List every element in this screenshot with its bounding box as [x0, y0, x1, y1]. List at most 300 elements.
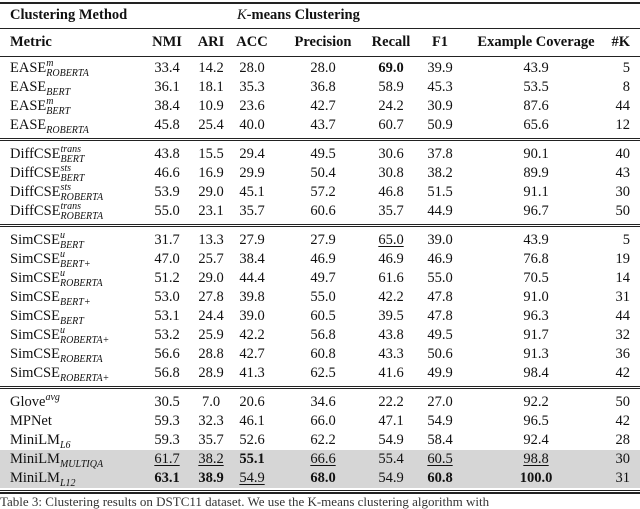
table-row — [0, 145, 640, 164]
cell-precision: 49.7 — [310, 270, 336, 286]
method-base: SimCSE — [10, 251, 60, 267]
method-superscript — [60, 469, 76, 478]
cell-ari: 25.9 — [198, 327, 224, 343]
method-subscript: BERT+ — [59, 259, 91, 269]
method-base: EASE — [10, 117, 47, 133]
method-name — [10, 431, 71, 450]
method-name — [10, 364, 109, 383]
method-base: SimCSE — [10, 365, 60, 381]
table-row — [0, 59, 640, 78]
cell-example-coverage: 76.8 — [523, 251, 549, 267]
column-header-precision: Precision — [294, 34, 352, 50]
cell-acc: 29.4 — [239, 146, 265, 162]
method-name — [10, 307, 84, 326]
method-scripts — [60, 269, 103, 288]
cell-recall: 22.2 — [378, 394, 404, 410]
cell-recall: 42.2 — [378, 289, 404, 305]
method-name — [10, 412, 52, 431]
cell-num-k: 31 — [615, 470, 630, 486]
cell-nmi: 53.9 — [154, 184, 180, 200]
column-header-acc: ACC — [236, 34, 268, 50]
method-base: SimCSE — [10, 289, 60, 305]
cell-num-k: 50 — [615, 394, 630, 410]
method-superscript — [60, 307, 84, 316]
method-base: SimCSE — [10, 346, 60, 362]
method-subscript: ROBERTA — [59, 278, 103, 288]
cell-example-coverage: 43.9 — [523, 232, 549, 248]
method-base: DiffCSE — [10, 146, 61, 162]
table-row — [0, 450, 640, 469]
cell-acc: 28.0 — [239, 60, 265, 76]
table-caption: Table 3: Clustering results on DSTC11 dataset. We use the K-means clustering algorithm with — [0, 494, 490, 509]
cell-num-k: 30 — [615, 451, 630, 467]
method-superscript — [46, 116, 89, 125]
method-subscript: BERT — [59, 316, 84, 326]
table-row — [0, 326, 640, 345]
table-row — [0, 307, 640, 326]
method-scripts — [61, 183, 104, 202]
method-scripts — [46, 97, 70, 116]
cell-f1: 47.8 — [427, 289, 453, 305]
metric-header: Metric — [10, 34, 52, 50]
method-scripts — [61, 145, 85, 164]
cell-acc: 40.0 — [239, 117, 265, 133]
method-base: MPNet — [10, 413, 52, 429]
cell-ari: 28.9 — [198, 365, 224, 381]
cell-precision: 62.5 — [310, 365, 336, 381]
kmeans-header — [237, 4, 360, 26]
method-subscript: L12 — [59, 478, 76, 488]
cell-example-coverage: 100.0 — [519, 470, 553, 486]
cell-example-coverage: 91.3 — [523, 346, 549, 362]
method-name — [10, 345, 103, 364]
cell-ari: 27.8 — [198, 289, 224, 305]
cell-ari: 38.2 — [198, 451, 224, 467]
cell-example-coverage: 70.5 — [523, 270, 549, 286]
method-name — [10, 97, 70, 116]
table-row — [0, 412, 640, 431]
cell-recall: 30.6 — [378, 146, 404, 162]
method-subscript: BERT+ — [59, 297, 91, 307]
method-subscript: MULTIQA — [59, 459, 104, 469]
cell-acc: 35.3 — [239, 79, 265, 95]
cell-f1: 38.2 — [427, 165, 453, 181]
method-superscript: m — [46, 97, 54, 107]
method-scripts — [60, 469, 76, 488]
cell-recall: 65.0 — [378, 232, 404, 248]
cell-acc: 27.9 — [239, 232, 265, 248]
cell-nmi: 61.7 — [154, 451, 180, 467]
cell-acc: 35.7 — [239, 203, 265, 219]
cell-example-coverage: 92.2 — [523, 394, 549, 410]
method-name — [10, 288, 91, 307]
cell-f1: 47.8 — [427, 308, 453, 324]
cell-recall: 55.4 — [378, 451, 404, 467]
cell-example-coverage: 90.1 — [523, 146, 549, 162]
cell-recall: 58.9 — [378, 79, 404, 95]
cell-num-k: 44 — [615, 98, 630, 114]
method-superscript: u — [59, 269, 65, 279]
cell-example-coverage: 92.4 — [523, 432, 549, 448]
cell-precision: 57.2 — [310, 184, 336, 200]
cell-f1: 37.8 — [427, 146, 453, 162]
cell-f1: 27.0 — [427, 394, 453, 410]
cell-precision: 60.5 — [310, 308, 336, 324]
method-base: MiniLM — [10, 432, 60, 448]
cell-example-coverage: 91.0 — [523, 289, 549, 305]
cell-acc: 20.6 — [239, 394, 265, 410]
method-superscript: m — [46, 59, 54, 69]
cell-nmi: 53.0 — [154, 289, 180, 305]
cell-f1: 50.6 — [427, 346, 453, 362]
cell-recall: 24.2 — [378, 98, 404, 114]
cell-acc: 54.9 — [239, 470, 265, 486]
cell-nmi: 53.1 — [154, 308, 180, 324]
method-subscript: ROBERTA — [59, 354, 103, 364]
method-name — [10, 164, 84, 183]
column-header-num-k: #K — [611, 34, 630, 50]
method-subscript: BERT — [60, 173, 85, 183]
method-superscript — [60, 431, 71, 440]
method-name — [10, 450, 103, 469]
cell-acc: 55.1 — [239, 451, 265, 467]
method-name — [10, 183, 103, 202]
cell-ari: 35.7 — [198, 432, 224, 448]
cell-num-k: 36 — [615, 346, 630, 362]
bottom-rule — [0, 490, 640, 491]
method-base: DiffCSE — [10, 184, 61, 200]
method-scripts — [45, 393, 59, 412]
cell-nmi: 56.8 — [154, 365, 180, 381]
cell-acc: 44.4 — [239, 270, 265, 286]
method-name — [10, 202, 103, 221]
cell-ari: 29.0 — [198, 270, 224, 286]
method-base: SimCSE — [10, 232, 60, 248]
table-row — [0, 97, 640, 116]
cell-precision: 56.8 — [310, 327, 336, 343]
group-separator — [0, 140, 640, 141]
cell-acc: 46.1 — [239, 413, 265, 429]
cell-ari: 16.9 — [198, 165, 224, 181]
cell-precision: 66.0 — [310, 413, 336, 429]
cell-recall: 61.6 — [378, 270, 404, 286]
cell-num-k: 19 — [615, 251, 630, 267]
table-row — [0, 364, 640, 383]
cell-nmi: 59.3 — [154, 413, 180, 429]
cell-f1: 54.9 — [427, 413, 453, 429]
method-superscript — [46, 78, 70, 87]
cell-num-k: 43 — [615, 165, 630, 181]
k-symbol: K — [237, 7, 247, 23]
method-scripts — [60, 288, 91, 307]
method-superscript — [60, 450, 103, 459]
cell-precision: 34.6 — [310, 394, 336, 410]
cell-f1: 51.5 — [427, 184, 453, 200]
method-base: DiffCSE — [10, 203, 61, 219]
cell-recall: 41.6 — [378, 365, 404, 381]
cell-precision: 66.6 — [310, 451, 336, 467]
cell-ari: 15.5 — [198, 146, 224, 162]
table-row — [0, 269, 640, 288]
table-row — [0, 164, 640, 183]
cell-num-k: 42 — [615, 365, 630, 381]
cell-f1: 39.0 — [427, 232, 453, 248]
method-subscript: BERT — [46, 106, 71, 116]
method-name — [10, 326, 109, 345]
cell-nmi: 43.8 — [154, 146, 180, 162]
cell-f1: 30.9 — [427, 98, 453, 114]
cell-recall: 54.9 — [378, 470, 404, 486]
cell-nmi: 46.6 — [154, 165, 180, 181]
cell-num-k: 8 — [622, 79, 630, 95]
method-name — [10, 393, 60, 412]
cell-f1: 45.3 — [427, 79, 453, 95]
column-header-nmi: NMI — [152, 34, 182, 50]
cell-ari: 14.2 — [198, 60, 224, 76]
cell-num-k: 44 — [615, 308, 630, 324]
method-base: DiffCSE — [10, 165, 61, 181]
cell-f1: 55.0 — [427, 270, 453, 286]
cell-acc: 42.7 — [239, 346, 265, 362]
cell-recall: 47.1 — [378, 413, 404, 429]
cell-precision: 60.8 — [310, 346, 336, 362]
cell-recall: 60.7 — [378, 117, 404, 133]
cell-acc: 39.8 — [239, 289, 265, 305]
cell-acc: 39.0 — [239, 308, 265, 324]
clustering-method-header: Clustering Method — [10, 7, 128, 23]
cell-num-k: 14 — [615, 270, 630, 286]
group-separator — [0, 226, 640, 227]
method-base: Glove — [10, 394, 46, 410]
method-base: MiniLM — [10, 470, 60, 486]
cell-acc: 45.1 — [239, 184, 265, 200]
method-superscript: u — [59, 250, 65, 260]
cell-recall: 43.3 — [378, 346, 404, 362]
method-scripts — [60, 326, 109, 345]
cell-nmi: 38.4 — [154, 98, 180, 114]
method-scripts — [60, 431, 71, 450]
method-subscript: BERT — [46, 87, 71, 97]
cell-precision: 36.8 — [310, 79, 336, 95]
cell-precision: 68.0 — [310, 470, 336, 486]
cell-recall: 46.9 — [378, 251, 404, 267]
cell-f1: 50.9 — [427, 117, 453, 133]
cell-nmi: 59.3 — [154, 432, 180, 448]
cell-example-coverage: 96.3 — [523, 308, 549, 324]
cell-acc: 23.6 — [239, 98, 265, 114]
method-name — [10, 78, 70, 97]
cell-ari: 32.3 — [198, 413, 224, 429]
method-superscript: trans — [60, 145, 82, 155]
cell-example-coverage: 96.5 — [523, 413, 549, 429]
method-subscript: BERT — [59, 240, 84, 250]
cell-acc: 41.3 — [239, 365, 265, 381]
method-subscript: ROBERTA — [46, 68, 89, 78]
cell-acc: 52.6 — [239, 432, 265, 448]
cell-ari: 13.3 — [198, 232, 224, 248]
cell-precision: 55.0 — [310, 289, 336, 305]
cell-recall: 35.7 — [378, 203, 404, 219]
column-header-example-coverage: Example Coverage — [477, 34, 595, 50]
cell-example-coverage: 43.9 — [523, 60, 549, 76]
cell-example-coverage: 98.8 — [523, 451, 549, 467]
method-name — [10, 469, 76, 488]
cell-f1: 39.9 — [427, 60, 453, 76]
method-subscript: ROBERTA — [46, 125, 89, 135]
table-row — [0, 250, 640, 269]
cell-recall: 69.0 — [378, 60, 404, 76]
cell-recall: 54.9 — [378, 432, 404, 448]
cell-nmi: 56.6 — [154, 346, 180, 362]
method-superscript — [60, 288, 91, 297]
cell-example-coverage: 87.6 — [523, 98, 549, 114]
cell-num-k: 30 — [615, 184, 630, 200]
cell-example-coverage: 98.4 — [523, 365, 549, 381]
column-header-ari: ARI — [197, 34, 225, 50]
cell-nmi: 51.2 — [154, 270, 180, 286]
header-bottom-rule — [0, 56, 640, 57]
group-separator — [0, 386, 640, 387]
method-subscript: ROBERTA — [60, 192, 104, 202]
method-subscript: ROBERTA — [60, 211, 104, 221]
table-row — [0, 288, 640, 307]
method-name — [10, 250, 91, 269]
method-name — [10, 59, 89, 78]
method-name — [10, 145, 84, 164]
cell-num-k: 32 — [615, 327, 630, 343]
cell-acc: 29.9 — [239, 165, 265, 181]
group-separator — [0, 388, 640, 389]
cell-nmi: 36.1 — [154, 79, 180, 95]
method-scripts — [60, 345, 103, 364]
method-subscript: BERT — [60, 154, 85, 164]
method-scripts — [60, 364, 109, 383]
method-superscript: avg — [45, 393, 60, 403]
method-scripts — [61, 164, 85, 183]
method-name — [10, 269, 103, 288]
cell-example-coverage: 96.7 — [523, 203, 549, 219]
group-separator — [0, 138, 640, 139]
group-separator — [0, 224, 640, 225]
cell-f1: 49.9 — [427, 365, 453, 381]
cell-nmi: 45.8 — [154, 117, 180, 133]
cell-recall: 39.5 — [378, 308, 404, 324]
method-name — [10, 231, 84, 250]
table-row — [0, 116, 640, 135]
header-rule — [0, 28, 640, 29]
cell-example-coverage: 91.1 — [523, 184, 549, 200]
cell-f1: 58.4 — [427, 432, 453, 448]
method-base: SimCSE — [10, 270, 60, 286]
method-base: MiniLM — [10, 451, 60, 467]
cell-recall: 46.8 — [378, 184, 404, 200]
table-row — [0, 78, 640, 97]
method-subscript: L6 — [59, 440, 71, 450]
cell-num-k: 50 — [615, 203, 630, 219]
cell-nmi: 33.4 — [154, 60, 180, 76]
cell-acc: 38.4 — [239, 251, 265, 267]
method-scripts — [46, 116, 89, 135]
cell-num-k: 42 — [615, 413, 630, 429]
cell-precision: 42.7 — [310, 98, 336, 114]
cell-precision: 27.9 — [310, 232, 336, 248]
method-scripts — [46, 59, 89, 78]
table-row — [0, 431, 640, 450]
column-header-f1: F1 — [431, 34, 449, 50]
cell-f1: 49.5 — [427, 327, 453, 343]
cell-f1: 46.9 — [427, 251, 453, 267]
cell-nmi: 63.1 — [154, 470, 180, 486]
cell-ari: 10.9 — [198, 98, 224, 114]
cell-precision: 62.2 — [310, 432, 336, 448]
cell-example-coverage: 91.7 — [523, 327, 549, 343]
table-row — [0, 345, 640, 364]
method-superscript — [60, 345, 103, 354]
method-base: SimCSE — [10, 327, 60, 343]
method-scripts — [60, 450, 103, 469]
method-name — [10, 116, 89, 135]
cell-precision: 50.4 — [310, 165, 336, 181]
cell-precision: 43.7 — [310, 117, 336, 133]
cell-num-k: 31 — [615, 289, 630, 305]
cell-ari: 29.0 — [198, 184, 224, 200]
method-base: EASE — [10, 79, 47, 95]
method-base: EASE — [10, 98, 47, 114]
table-row — [0, 231, 640, 250]
table-row — [0, 469, 640, 488]
cell-num-k: 5 — [622, 60, 630, 76]
method-base: SimCSE — [10, 308, 60, 324]
method-subscript: ROBERTA+ — [59, 373, 110, 383]
cell-num-k: 12 — [615, 117, 630, 133]
cell-ari: 28.8 — [198, 346, 224, 362]
cell-nmi: 55.0 — [154, 203, 180, 219]
method-superscript: sts — [60, 183, 72, 193]
cell-precision: 49.5 — [310, 146, 336, 162]
method-scripts — [60, 250, 91, 269]
kmeans-label: -means Clustering — [246, 7, 360, 23]
cell-recall: 43.8 — [378, 327, 404, 343]
table-row — [0, 183, 640, 202]
method-scripts — [60, 231, 84, 250]
column-header-recall: Recall — [371, 34, 411, 50]
cell-precision: 46.9 — [310, 251, 336, 267]
method-scripts — [60, 307, 84, 326]
cell-precision: 28.0 — [310, 60, 336, 76]
cell-num-k: 28 — [615, 432, 630, 448]
cell-nmi: 30.5 — [154, 394, 180, 410]
cell-recall: 30.8 — [378, 165, 404, 181]
table-row — [0, 393, 640, 412]
cell-num-k: 5 — [622, 232, 630, 248]
cell-example-coverage: 53.5 — [523, 79, 549, 95]
method-base: EASE — [10, 60, 47, 76]
cell-acc: 42.2 — [239, 327, 265, 343]
cell-ari: 18.1 — [198, 79, 224, 95]
method-superscript: u — [59, 231, 65, 241]
method-superscript: sts — [60, 164, 72, 174]
cell-ari: 25.7 — [198, 251, 224, 267]
table-row — [0, 202, 640, 221]
cell-example-coverage: 65.6 — [523, 117, 549, 133]
cell-ari: 38.9 — [198, 470, 224, 486]
method-superscript: trans — [60, 202, 82, 212]
method-scripts — [61, 202, 104, 221]
method-scripts — [46, 78, 70, 97]
cell-ari: 24.4 — [198, 308, 224, 324]
method-superscript — [60, 364, 109, 373]
cell-ari: 23.1 — [198, 203, 224, 219]
